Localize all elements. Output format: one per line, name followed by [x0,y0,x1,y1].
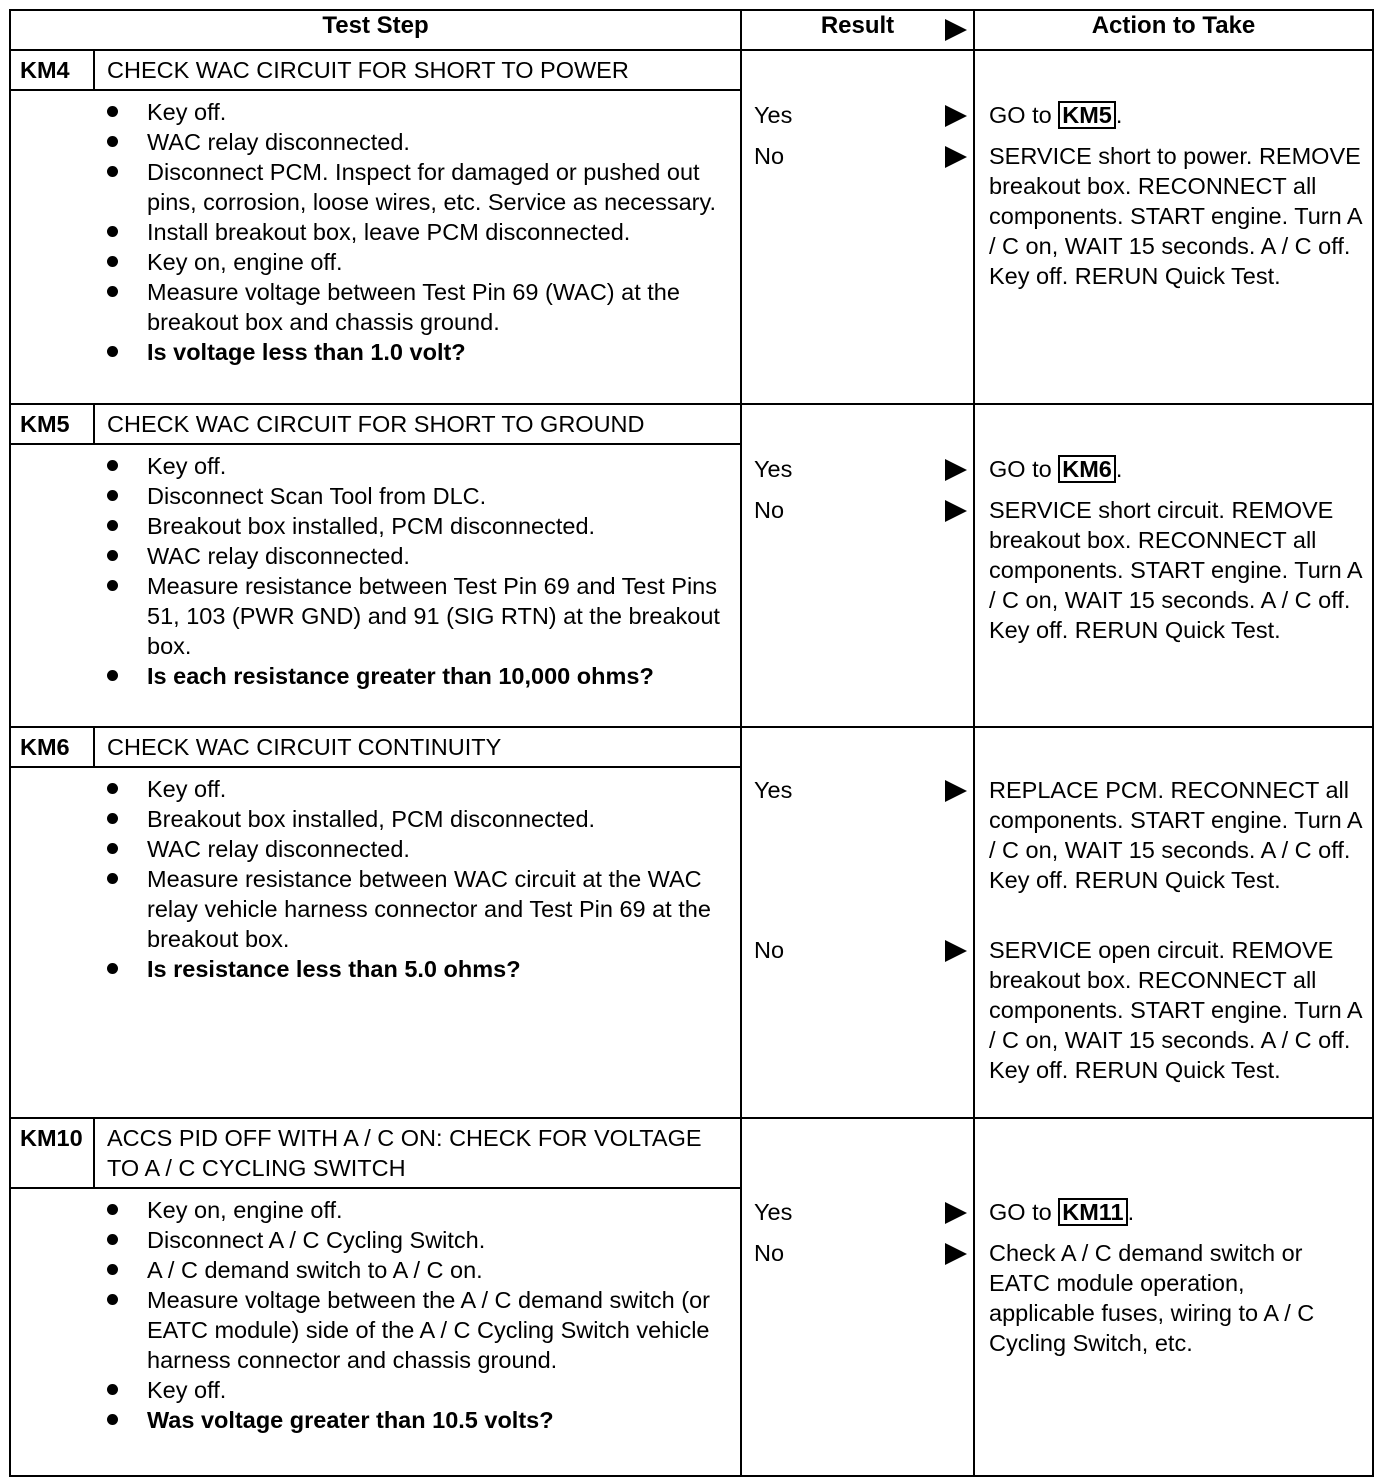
step-bullet: Disconnect Scan Tool from DLC. [107,481,720,511]
step-bullet: Key off. [107,451,720,481]
action-cell [974,727,1373,1118]
step-id: KM5 [11,405,95,443]
step-bullet-list [11,91,740,369]
step-bullet: A / C demand switch to A / C on. [107,1255,720,1285]
action-cell [974,50,1373,404]
step-bullet: Measure resistance between WAC circuit at the WAC relay vehicle harness connector and Test Pin 69 at the breakout box. [107,864,720,954]
result-no [754,1238,967,1268]
step-question: Is each resistance greater than 10,000 ohms? [107,661,720,691]
arrow-right-icon [945,1202,967,1224]
step-cell [10,50,741,404]
result-yes [754,100,967,130]
arrow-right-icon [945,105,967,127]
step-title: CHECK WAC CIRCUIT FOR SHORT TO GROUND [107,411,645,437]
step-title: CHECK WAC CIRCUIT CONTINUITY [107,734,502,760]
action-yes-text: GO to [989,456,1059,482]
action-yes-suffix: . [1115,456,1123,482]
result-yes-label: Yes [754,102,793,128]
test-step-row-km6 [10,727,1373,1118]
result-cell [741,1118,974,1476]
step-bullet-list [11,768,740,986]
arrow-right-icon [945,1243,967,1265]
action-yes [989,1197,1364,1227]
step-question: Is voltage less than 1.0 volt? [107,337,720,367]
result-no [754,935,967,965]
result-no [754,495,967,525]
step-reference-km11: KM11 [1058,1198,1127,1226]
result-no-label: No [754,143,785,169]
step-bullet: WAC relay disconnected. [107,834,720,864]
step-bullet: Breakout box installed, PCM disconnected. [107,511,720,541]
result-yes [754,775,967,805]
header-test-step: Test Step [10,10,741,50]
step-title: CHECK WAC CIRCUIT FOR SHORT TO POWER [107,57,629,83]
step-bullet: Install breakout box, leave PCM disconnected. [107,217,720,247]
step-bullet: Disconnect PCM. Inspect for damaged or pushed out pins, corrosion, loose wires, etc. Service as necessary. [107,157,720,217]
step-title-bar [11,1119,740,1189]
step-bullet: WAC relay disconnected. [107,541,720,571]
pinpoint-test-table [9,9,1374,1477]
step-bullet: Key off. [107,1375,720,1405]
result-cell [741,404,974,727]
step-bullet-list [11,1189,740,1437]
action-yes-suffix: . [1115,102,1123,128]
result-yes [754,454,967,484]
test-step-row-km4 [10,50,1373,404]
arrow-right-icon [945,459,967,481]
step-cell [10,727,741,1118]
step-bullet: Disconnect A / C Cycling Switch. [107,1225,720,1255]
step-id: KM4 [11,51,95,89]
step-bullet: Measure resistance between Test Pin 69 and Test Pins 51, 103 (PWR GND) and 91 (SIG RTN) at the breakout box. [107,571,720,661]
step-bullet: Measure voltage between the A / C demand switch (or EATC module) side of the A / C Cycling Switch vehicle harness connector and chassis ground. [107,1285,720,1375]
arrow-right-icon [945,780,967,802]
result-cell [741,50,974,404]
step-bullet: Key on, engine off. [107,1195,720,1225]
step-title-bar [11,51,740,91]
arrow-right-icon [945,940,967,962]
result-yes-label: Yes [754,1199,793,1225]
step-question: Is resistance less than 5.0 ohms? [107,954,720,984]
step-title-bar [11,405,740,445]
step-bullet: Key off. [107,97,720,127]
result-no-label: No [754,1240,785,1266]
action-yes [989,100,1364,130]
result-yes-label: Yes [754,456,793,482]
action-cell [974,404,1373,727]
action-no: Check A / C demand switch or EATC module operation, applicable fuses, wiring to A / C Cycling Switch, etc. [989,1240,1315,1356]
action-yes [989,454,1364,484]
table-header-row [10,10,1373,50]
arrow-right-icon [945,19,967,41]
header-action: Action to Take [974,10,1373,50]
result-cell [741,727,974,1118]
arrow-right-icon [945,500,967,522]
result-no-label: No [754,937,785,963]
step-bullet: WAC relay disconnected. [107,127,720,157]
action-no: SERVICE open circuit. REMOVE breakout box. RECONNECT all components. START engine. Turn A / C on, WAIT 15 seconds. A / C off. Key off. RERUN Quick Test. [989,937,1362,1083]
step-title: ACCS PID OFF WITH A / C ON: CHECK FOR VOLTAGE TO A / C CYCLING SWITCH [107,1125,702,1181]
step-reference-km5: KM5 [1058,101,1116,129]
action-yes-text: GO to [989,102,1059,128]
step-title-bar [11,728,740,768]
step-bullet: Measure voltage between Test Pin 69 (WAC) at the breakout box and chassis ground. [107,277,720,337]
step-question: Was voltage greater than 10.5 volts? [107,1405,720,1435]
header-result-cell [741,10,974,50]
action-yes-text: GO to [989,1199,1059,1225]
action-no: SERVICE short circuit. REMOVE breakout box. RECONNECT all components. START engine. Turn A / C on, WAIT 15 seconds. A / C off. Key off. RERUN Quick Test. [989,497,1362,643]
step-cell [10,404,741,727]
header-result: Result [820,12,895,39]
result-yes [754,1197,967,1227]
action-yes-suffix: . [1127,1199,1135,1225]
action-cell [974,1118,1373,1476]
test-step-row-km10 [10,1118,1373,1476]
step-bullet-list [11,445,740,693]
step-cell [10,1118,741,1476]
action-yes: REPLACE PCM. RECONNECT all components. START engine. Turn A / C on, WAIT 15 seconds. A / C off. Key off. RERUN Quick Test. [989,777,1362,893]
result-yes-label: Yes [754,777,793,803]
step-bullet: Key on, engine off. [107,247,720,277]
step-reference-km6: KM6 [1058,455,1116,483]
step-bullet: Breakout box installed, PCM disconnected. [107,804,720,834]
step-id: KM6 [11,728,95,766]
step-bullet: Key off. [107,774,720,804]
test-step-row-km5 [10,404,1373,727]
result-no-label: No [754,497,785,523]
step-id: KM10 [11,1119,95,1187]
result-no [754,141,967,171]
action-no: SERVICE short to power. REMOVE breakout box. RECONNECT all components. START engine. Turn A / C on, WAIT 15 seconds. A / C off. Key off. RERUN Quick Test. [989,143,1362,289]
arrow-right-icon [945,146,967,168]
